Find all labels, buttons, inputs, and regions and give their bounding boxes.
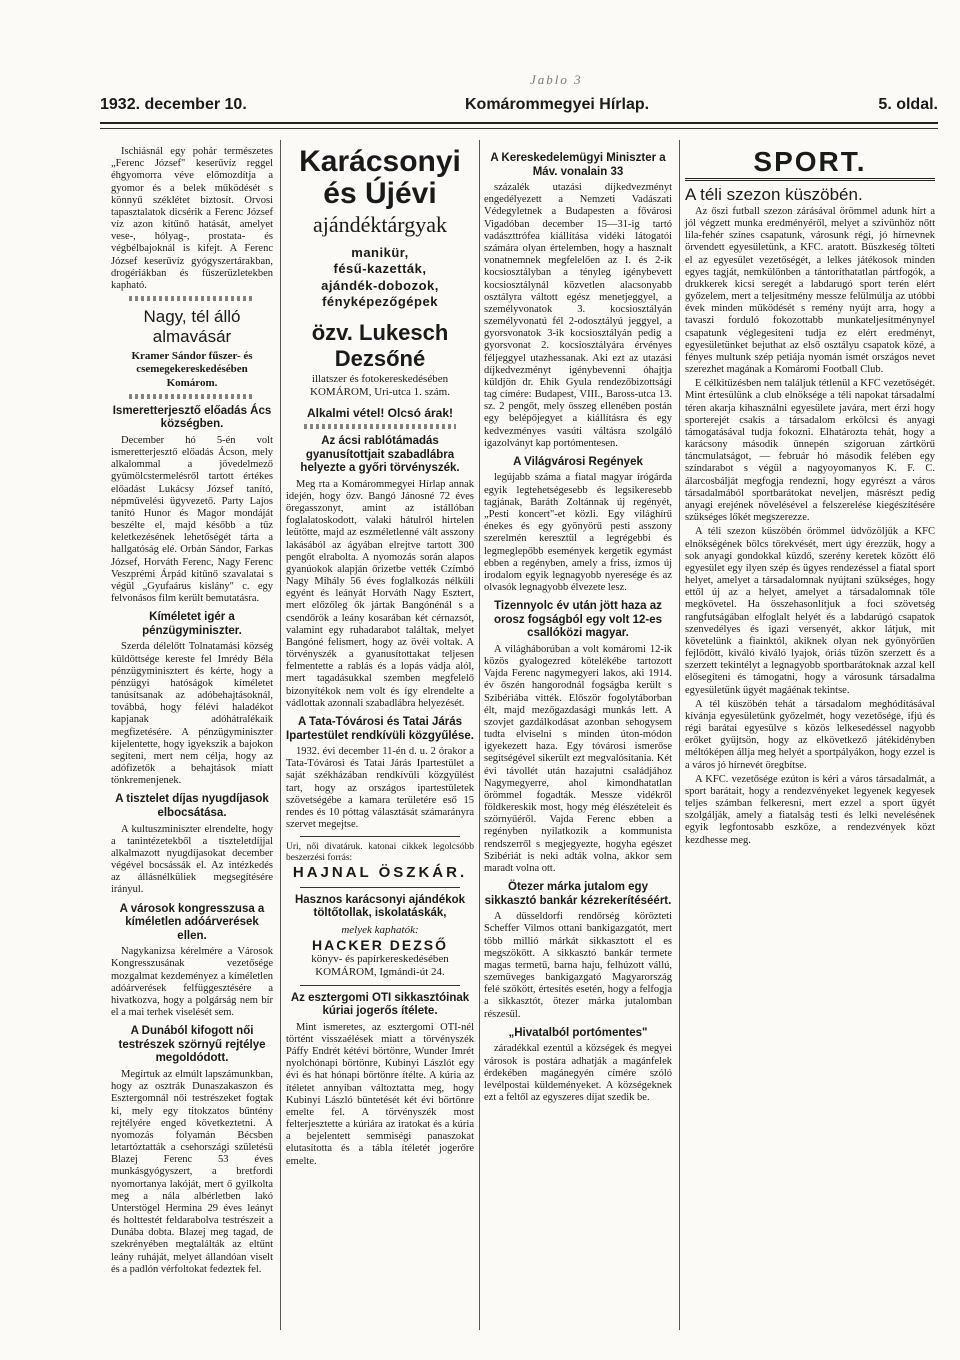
column-1 (111, 146, 273, 1278)
article-body: százalék utazási díjkedvezményt engedélyezett a Nemzeti Vadászati Védegyletnek a Budapesten a fővárosi Vigadóban december 15—31-ig tartó vadászttrófea kiállítása vidéki látogatói számára olyan értelemben, hogy a hasznalt vonatnemnek megfelelően az I. és 2-ik kocsiosztályban a tényleg igénybevett kocsiosztálynál közvetlen alacsonyabb osztályra váltott egész menetjeggyel, a személyvonatok 3. kocsiosztályán személyvonatú fél 2-odosztályú jeggyel, a gyorsvonatok 3-ik kocsiosztályán pedig a gyorsvonat 2. kocsiosztályára érvényes féljeggyel utazhessanak. Aki ezt az utazási díjkedvezményt igénybevenni óhajtja küldjön dr. Ehik Gyula rendezőbizottsági tag címére: Budapest, VIII., Baross-utca 13. sz. 2 pengőt, mely összeg ellenében postán egy belépőjegyet a kiállításra és egy kedvezményes vasúti váltásra szolgáló igazolványt kap portómentesen. (484, 182, 672, 449)
article-heading: A Kereskedelemügyi Miniszter a Máv. vonalain 33 (490, 152, 666, 178)
article-body: Meg rta a Komárommegyei Hírlap annak idején, hogy özv. Bangó Jánosné 72 éves öregasszonyt, amint az istállóban foglalatoskodott, valaki hátulról hirtelen leütötte, majd az eszméletlenné vált asszony lakásából az ágyában elrejtve tartott 300 pengőt elrabolta. A nyomozás során alapos gyanúokok alapján őrizetbe vették Czímbó Nagy Mihály 56 éves foglalkozás nélküli egyént és leányát Horváth Nagy Esztert, mert előzőleg ők jártak Bangónénál s a csendőrök a leány kosarában két cérnazsót, valamint egy ruhadarabot találtak, melyet Bangóné felismert, hogy az övéi voltak. A törvényszék a gyanusítottakat teljesen felmentette a rablás és a lopás vádja alól, mert tagadásukkal szemben megfelelő bizonyítékok nem volt és így elrendelte a vádlottak azonnali szabadlábra helyezését. (286, 478, 474, 709)
ad-heading: Hasznos karácsonyi ajándékok töltőtollak, iskolatáskák, (294, 893, 466, 920)
article-body: A KFC. vezetősége ezúton is kéri a város társadalmát, a sport barátait, hogy a rendezvényeket legyenek kegyesek teljes számban felkeresni, mert ezzel a sport ügyét szolgálják, amely a fiatalság testi és lelki nevelésének egyik legfontosabb eszköze, a rendezvények közt kezdhesse meg. (685, 773, 935, 846)
article-body: A kultuszminiszter elrendelte, hogy a tanintézetekből a tiszteletdíjjal alkalmazott nyugdíjasokat december végével bocsássák el. Az intézkedés az állásnélküliek megsegítésére irányul. (111, 823, 273, 896)
article-body: záradékkal ezentúl a községek és megyei városok is postára adhatják a magánfelek érdekében magánegyén címére szóló levélpostai küldeményeket. A községeknek ezt a feltől az egyszeres díjat szedik be. (484, 1043, 672, 1104)
header-scribble: Jablo 3 (530, 72, 583, 87)
newspaper-name: Komárommegyei Hírlap. (465, 96, 650, 113)
page-number: 5. oldal. (878, 96, 938, 113)
article-body: A téli szezon küszöbén örömmel üdvözöljük a KFC elnökségének bölcs törekvését, mert úgy érezzük, hogy a sok anyagi gondokkal küzdő, szerény keretek között élő egyesület egy ilyen szép és ügyes rendezéssel a fiatal sport helyet, amelyet a társadalomnak nyújtani szükséges, hogy ettől új az a helyet, amelyet a társadalomnak tőle megkövetel. Ha összehasonlítjuk a foci szövetség rangfutságában elfoglalt helyét és a labdarúgó csapatok szenvedélyes és igazi versenyét, akkor látjuk, mit követelünk a fiainktól, akiknek olyan nek gyönyörűen fejlődött, kiváló kiváló lyajok, óriás tűzön szerzett és a szerzett tekintélyt a legnagyobb sportbarátoknak azzal kell elősegíteni és támogatni, hogy a városunk társadalma egyesületünk ügyét magáénak tekintse. (685, 526, 935, 696)
article-body: A düsseldorfi rendőrség körözteti Scheffer Vilmos ottani bankigazgatót, mert több millió márkát sikkasztott el es megszökött. A sikkasztó bankár termete magas termetű, barna haju, felhúzott vállú, szemüveges bankigazgató Magyarország felé szökött, értesítés esetén, hogy a felfogja a sikkasztót, ötezer márka jutalomban részesül. (484, 911, 672, 1020)
article-body: legújabb száma a fiatal magyar írógárda egyik legtehetségesebb és legsikeresebb tagjának, Baráth Zoltánnak új regényét, „Pesti koncert"-et közli. Egy világhírű énekes és egy gyönyörű pesti asszony szerelmén keresztül a legrégebbi és legmeglepőbb események kergetik egymást ebben a regényben, amely a friss, ízmos új irodalom egyik legnagyobb nyeresége és az olvasók legnagyobb élvezete lesz. (484, 472, 672, 594)
article-heading: Tizennyolc év után jött haza az orosz fogságból egy volt 12-es csallóközi magyar. (493, 600, 663, 640)
ad-slogan: Alkalmi vétel! Olcsó árak! (306, 405, 454, 420)
article-heading: A tisztelet díjas nyugdíjasok elbocsátása. (115, 793, 269, 819)
header-rule (100, 122, 938, 124)
article-body: 1932. évi december 11-én d. u. 2 órakor a Tata-Tóvárosi és Tatai Járás Ipartestület a saját székházában rendkívüli közgyűlést tart, hogy az országos ipartestületek szövetségébe a kamara területére eső 15 rendes és 10 póttag választását számarányra szervet megejtse. (286, 746, 474, 831)
article-heading: Az ácsi rablótámadás gyanusítottjait szabadlábra helyezte a győri törvényszék. (300, 434, 460, 475)
hacker-ad-name: HACKER DEZSŐ (311, 937, 448, 953)
hajnal-ad (286, 842, 474, 881)
article-heading: A Világvárosi Regények (513, 455, 643, 468)
divider (300, 836, 460, 837)
header-rule-thin (100, 128, 938, 129)
article-heading: A Dunából kifogott női testrészek szörnyű rejtélye megoldódott. (118, 1025, 266, 1065)
article-heading: A városok kongresszusa a kíméletlen adóárverések ellen. (119, 902, 265, 942)
divider (129, 296, 255, 301)
ad-owner: özv. Lukesch Dezsőné (311, 320, 449, 371)
ad-address: illatszer és fotokereskedésében KOMÁROM, Uri-utca 1. szám. (310, 373, 450, 399)
article-heading: Kíméletet igér a pénzügyminiszter. (142, 611, 242, 637)
ferenc-jozsef-ad: Ischiásnál egy pohár természetes „Ferenc József" keserűvíz reggel éhgyomorra véve előmozdítja a gyomor és a belek működését s könnyű széklétet biztosít. Orvosi tapasztalatok dicsérik a Ferenc József víz azon kitűnő hatását, amelyet vese-, hólyag-, prostata- és végbélbajoknál is kifejt. A Ferenc József keserűvíz gyógyszertárakban, drogériákban és fűszerüzletekben kapható. (111, 146, 273, 291)
divider (300, 985, 460, 986)
christmas-ad-subtitle: ajándéktárgyak (313, 212, 447, 237)
article-heading: „Hivatalból portómentes" (508, 1026, 648, 1039)
page-header (100, 72, 938, 122)
hajnal-ad-name: HAJNAL ÖSZKÁR. (292, 864, 468, 882)
article-body: Mint ismeretes, az esztergomi OTI-nél történt visszaélések miatt a törvényszék Páffy Endrét kétévi börtönre, Wunder Imrét nyolchónapi börtönre, Kubinyi Lászlót egy évi és hat hónapi börtönre ítélte. A kúria az ítéletet annyiban változtatta meg, hogy Kubinyi László büntetését két évi börtönre emelte fel. A törvényszék most felterjesztette a kúriára az iratokat és a kúria a bejelentett semmiségi panaszokat elutasította és a tábla ítéletét jogerőre emelte. (286, 1021, 474, 1167)
ad-item: ajándék-dobozok, (321, 277, 439, 293)
article-body: A világháborúban a volt komáromi 12-ik közös gyalogezred kötelékébe tartozott Vajda Ferenc nagymegyeri lakos, aki 1914. év őszén hangorodnál fogságba került s Szibériába vitték. Először fogolytáborban élt, majd mezőgazdasági munkás lett. A szovjet gazdálkodásat azonban sehogysem tudta elviselni s minden úton-módon igyekezett haza. Egy tóvárosi ismerőse segítségével sikerült ezt megvalósítania. Két évi távollét után hazajutni családjához Nagymegyerre, ahol kimondhatatlan örömmel fogadták. Messze vidékről földkereskik most, hogy még élészételeit és szörnyűéről. Vajda Ferenc ebben a regényben nyilatkozik a kommunista rendszerről s megjegyezte, hogyha egészet Szibériát is neki adták volna, akkor sem maradt volna ott. (484, 643, 672, 874)
ad-line: melyek kaphatók: (341, 923, 419, 936)
article-body: A tél küszöbén tehát a társadalom meghódításával kívánja egyesületünk győzelmét, hogy vezetősége, ifjú és régi barátai egyesülve s közös lelkesedéssel nagyobb erőket gyűjtsön, hogy az elkövetkező játékidényben méltóképen állja meg helyét a sportpályákon, hogy ezzel is a város jó hírnevét öregbítse. (685, 698, 935, 771)
column-3 (484, 146, 672, 1106)
sport-article-title: A téli szezon küszöbén. (685, 185, 863, 205)
article-heading: A Tata-Tóvárosi és Tatai Járás Ipartestület rendkívüli közgyűlése. (286, 715, 474, 742)
divider (129, 394, 255, 399)
ad-item: manikür, (351, 245, 409, 261)
hajnal-ad-text: Uri, női divatáruk. katonai cikkek legolcsóbb beszerzési forrás: (286, 842, 474, 864)
column-divider-2 (479, 140, 480, 1330)
article-heading: Ötezer márka jutalom egy sikkasztó bankár kézrekerítéséért. (484, 881, 672, 907)
article-body: Nagykanizsa kérelmére a Városok Kongresszusának vezetősége mozgalmat kezdeményez a kíméletlen adóárverések felfüggesztésére a hivatkozva, hogy a polgárság nem bír el a mai terhek viselését sem. (111, 946, 273, 1019)
article-body: Az őszi futball szezon zárásával örömmel adunk hírt a jól végzett munka eredményéről, melyet a szivünhöz nőtt lila-fehér színes csapatunk, városunk régi, jó hírnevnek örvendett egyesületünk, a KFC. aratott. Büszkeség tölteti el az egyesület vezetőségét, a lelkes játékosok minden egyes tagját, nemkülönben a tántoríthatatlan pártfogók, a drukkerek kicsi seregét a labdarugó sport terén elért győzelem, mert a teljesítmény messze felülmúlja az utóbbi évek minden működését s remény nyújt arra, hogy a tavaszi forduló fokozottabb munkateljesítménynyel csapatunk véglegesiteni tudja ez elért eredményt, egyesületünket bejuthat az első osztályu csapatok közé, a fényes multunk szép petiája nyomán ismét országos nevet szerezhet magának a Komáromi Football Club. (685, 205, 935, 376)
article-heading: Ismeretterjesztő előadás Ács községben. (112, 404, 272, 431)
apple-fair-text: Kramer Sándor fűszer- és csemegekereskedésében Komárom. (131, 350, 253, 389)
article-body: Megírtuk az elmúlt lapszámunkban, hogy az osztrák Dunaszakaszon és Esztergomnál női testrészeket fogtak ki, mely egy titokzatos bűntény rejtélyére enged következtetni. A nyomozás folyamán Bécsben letartóztatták a csehországi születésű Blazej Ferenc 53 éves munkásgyógyszert, a bretfordi nyomortanya lakóját, mert ő gyilkolta meg a nála albérletben lakó Unterstögel Hermina 29 éves leányt és holttestét feldarabolva testrészeit a Dunába dobta. Blazej meg tagad, de szekrényében megtalálták az eltűnt leány ruháját, melyet állandóan viselt és a padlón vérfoltokat fedeztek fel. (111, 1069, 273, 1275)
christmas-ad-title: Karácsonyi és Újévi (299, 145, 461, 210)
issue-date: 1932. december 10. (100, 96, 247, 113)
column-4 (685, 146, 935, 849)
article-body: December hó 5-én volt ismeretterjesztő előadás Ácson, mely alkalommal a jövedelmező gyümölcstermelésről tartott értékes előadást Lukácsy József tanító, népművelési ügyvezető. Party Lajos tanító Hunor és Magor mondáját beszélte el, majd később a tűz keletkezésének lehetőségét tárta a hallgatóság elé. Orbán Sándor, Farkas József, Horváth Ferenc, Nagy Ferenc Veszprémi Árpád kitűnő szavalatai s végül „Gyufaárus kislány" c. egy felvonásos film került bemutatásra. (111, 434, 273, 605)
hacker-ad-address: könyv- és papírkereskedésében KOMÁROM, Igmándi-út 24. (311, 953, 449, 979)
ad-item: fésű-kazetták, (333, 261, 427, 277)
column-divider-3 (679, 140, 680, 1330)
christmas-ad-items (286, 245, 474, 310)
column-divider-1 (280, 140, 281, 1330)
article-body: Szerda délelőtt Tolnatamási község küldöttsége kereste fel Imrédy Béla pénzügyminisztert és kérte, hogy a pénzügyi hatóságok kíméletet tanúsítsanak az adóbehajtásoknál, továbbá, hogy félévi haladékot kapjanak adóhátralékaik megfizetésére. A pénzügyminiszter kijelentette, hogy igyekszik a bajokon segíteni, mert nem célja, hogy az adófizetők a behajtások miatt tönkremenjenek. (111, 641, 273, 787)
column-2 (286, 146, 474, 1170)
article-heading: Az esztergomi OTI sikkasztóinak kúriai jogerős ítélete. (290, 991, 470, 1018)
apple-fair-title: Nagy, tél álló almavásár (143, 307, 241, 346)
sport-section-title: SPORT. (685, 146, 935, 181)
ad-item: fényképezőgépek (322, 293, 438, 309)
article-body: E célkitűzésben nem találjuk tétlenül a KFC vezetőségét. Mint értesülünk a club elnöksége a téli napokat társadalmi téren akarja kihasználni egyesülete javára, mert érzi hogy sporterejét csakis a társadalom erkölcsi és anyagi támogatásával tudja fokozni. Elhatározta tehát, hogy a karácsony második ünnepén szigoruan zártkörű táncmulatságot, — február hó második felében egy színdarabot s végül a nagyoyomanyos K. F. C. álarcosbálját megfogja rendezni, hogy egyrészt a város társadalmából sportbarátokat neveljen, másrészt pedig anyagi erejének növelésével a felszerelése kiegészítésére szükséges lőkét megszerezze. (685, 378, 935, 524)
divider (304, 424, 456, 429)
divider (300, 887, 460, 888)
